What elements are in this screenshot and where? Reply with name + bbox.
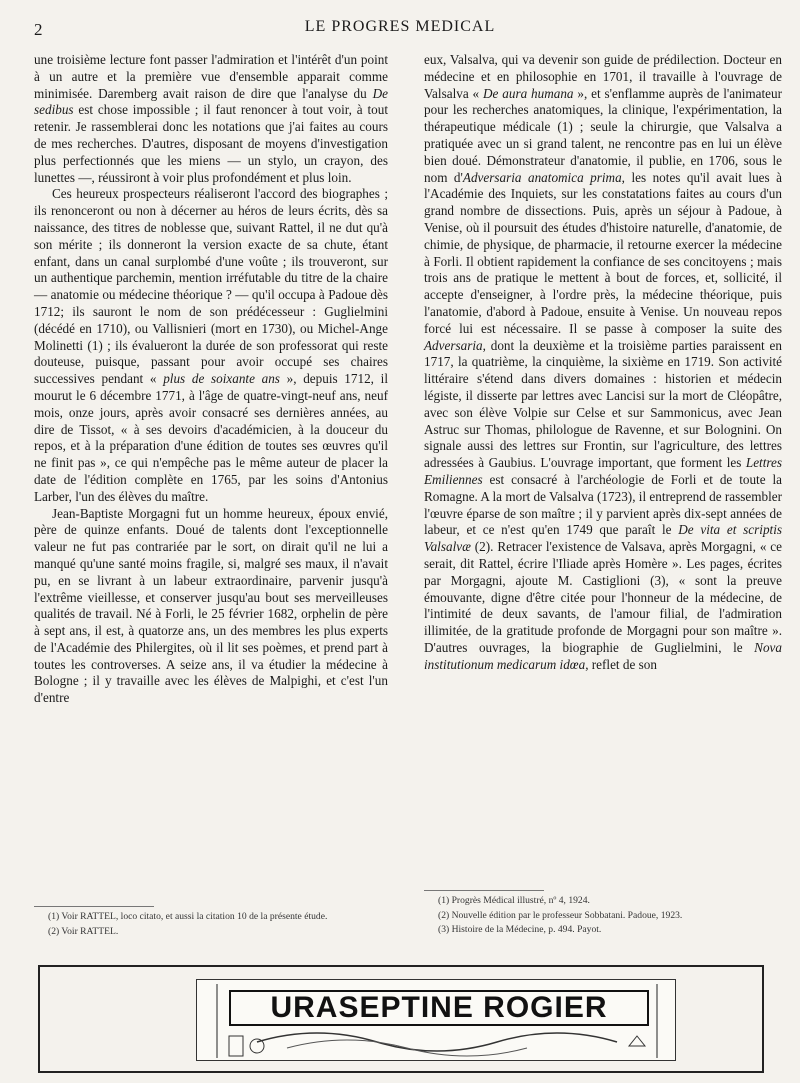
footnote: (2) Voir RATTEL. [48, 925, 119, 937]
brand-name: URASEPTINE ROGIER [270, 991, 608, 1024]
footnote-rule [34, 906, 154, 907]
page-number: 2 [34, 20, 43, 39]
advertisement-banner [229, 990, 649, 1026]
left-column [34, 52, 388, 707]
paragraph: Ces heureux prospecteurs réaliseront l'accord des biographes ; ils renonceront ou non à décerner au héros de leurs écrits, dès sa naissance, des titres de noblesse que, suivant Rattel, il ne dut qu'à son mérite ; ils donneront la version exacte de sa chute, étant enfant, dans un canal surplombé d'une voûte ; ils trouveront, sur un authentique parchemin, mention irréfutable du titre de la chaire — anatomie ou médecine théorique ? — qu'il occupa à Padoue dès 1712; ils sauront le nom de son prédécesseur : Guglielmini (décédé en 1710), ou Vallisnieri (mort en 1730), ou Michel-Ange Molinetti (1) ; ils évalueront la durée de son professorat qui reste douteuse, puisque, passant pour avoir occupé ses chaires successives pendant « plus de soixante ans », depuis 1712, il mourut le 6 décembre 1771, à l'âge de quatre-vingt-neuf ans, neuf mois, onze jours, après avoir consacré ses dernières années, au dire de Tissot, « à ses devoirs d'académicien, à la douceur du repos, et à la préparation d'une édition de toutes ses œuvres qu'il ne finit pas », ce qui n'empêche pas le même auteur de placer la date de l'édition complète en 1765, par les soins d'Antonius Larber, l'un des élèves du maître. [34, 186, 388, 504]
running-title: LE PROGRES MEDICAL [304, 18, 496, 35]
footnotes-left [34, 906, 390, 940]
footnote: (1) Voir RATTEL, loco citato, et aussi la citation 10 de la présente étude. [48, 911, 328, 922]
advertisement-panel [196, 979, 676, 1061]
right-column [424, 52, 782, 673]
paragraph: eux, Valsalva, qui va devenir son guide de prédilection. Docteur en médecine et en philosophie en 1701, il travaille à l'ouvrage de Valsalva « De aura humana », et s'enflamme auprès de l'animateur pour les recherches anatomiques, la clinique, l'expérimentation, la thérapeutique médicale (1) ; seule la chirurgie, que Valsalva a pratiquée avec un si grand talent, ne rencontre pas en lui un élève bien doué. Démonstrateur d'anatomie, il publie, en 1706, sous le nom d'Adversaria anatomica prima, les notes qu'il avait lues à l'Académie des Inquiets, sur les constatations faites au cours d'un grand nombre de dissections. Puis, après un séjour à Padoue, à Venise, où il poursuit des études d'histoire naturelle, d'anatomie, de chimie, de physique, de pharmacie, il retourne exercer la médecine à Forli. Il obtient rapidement la confiance de ses concitoyens ; mais trois ans de pratique le mettent à bout de forces, et, sollicité, il accepte d'enseigner, à l'ordre près, la médecine théorique, puis l'anatomie, d'abord à Padoue, ensuite à Venise. Un nouveau repos forcé lui est nécessaire. Il se passe à composer la suite des Adversaria, dont la deuxième et la troisième parties paraissent en 1717, la quatrième, la cinquième, la sixième en 1719. Son activité littéraire s'étend dans divers domaines : historien et médecin légiste, il disserte par lettres avec Lancisi sur la mort de Cléopâtre, avec son élève Volpie sur Celse et sur Sammonicus, avec Jean Astruc sur Thomas, philologue de Ravenne, et sur Bolognini. On signale aussi des lettres sur Frontin, sur l'agriculture, des lettres adressées à Gaubius. L'ouvrage important, que forment les Lettres Emiliennes est consacré à l'archéologie de Forli et de toute la Romagne. A la mort de Valsalva (1723), il entreprend de rassembler l'œuvre éparse de son maître ; il y parvient après dix-sept années de labeur, et ce n'est qu'en 1749 que paraît le De vita et scriptis Valsalvæ (2). Retracer l'existence de Valsava, après Morgagni, « ce serait, dit Rattel, écrire l'Iliade après Homère ». Les pages, écrites par Morgagni, ajoute M. Castiglioni (3), « sont la preuve émouvante, digne d'être citée pour l'honneur de la médecine, de l'intimité de deux savants, de l'amour filial, de l'admiration illimitée, de la gratitude profonde de Morgagni pour son maître ». D'autres ouvrages, la biographie de Guglielmini, le Nova institutionum medicarum idœa, reflet de son [424, 52, 783, 672]
footnote: (1) Progrès Médical illustré, nº 4, 1924. [438, 895, 590, 906]
footnote: (3) Histoire de la Médecine, p. 494. Payot. [438, 924, 602, 935]
advertisement [38, 965, 764, 1073]
footnotes-right [424, 890, 780, 939]
paragraph: Jean-Baptiste Morgagni fut un homme heureux, époux envié, père de quinze enfants. Doué de talents dont l'exceptionnelle valeur ne fut pas contrariée par le sort, on dirait qu'il ne lui a manqué qu'une santé moins fragile, si, malgré ses maux, il n'avait pu, en se livrant à un labeur extraordinaire, parvenir jusqu'à l'extrême vieillesse, et conserver jusqu'au bout ses merveilleuses qualités de travail. Né à Forli, le 25 février 1682, orphelin de père à sept ans, il est, à quatorze ans, un des membres les plus experts de l'Académie des Philergites, où il lit ses poèmes, et prend part à toutes les controverses. A seize ans, il va étudier la médecine à Bologne ; il y travaille avec les élèves de Malpighi, et c'est l'un d'entre [34, 505, 388, 706]
footnote-rule [424, 890, 544, 891]
footnote: (2) Nouvelle édition par le professeur Sobbatani. Padoue, 1923. [438, 909, 683, 921]
paragraph: une troisième lecture font passer l'admiration et l'intérêt d'un point à un autre et la première vue d'ensemble apparait comme minimisée. Daremberg avait raison de dire que l'analyse du De sedibus est chose impossible ; il faut renoncer à tout voir, à tout retenir. Je rassemblerai donc les notations que j'ai faites au cours de mes recherches. D'autres, disposant de moyens d'investigation plus perfectionnés que les miens — un stylo, un crayon, des lunettes —, réussiront à voir plus profondément et plus loin. [34, 52, 388, 185]
